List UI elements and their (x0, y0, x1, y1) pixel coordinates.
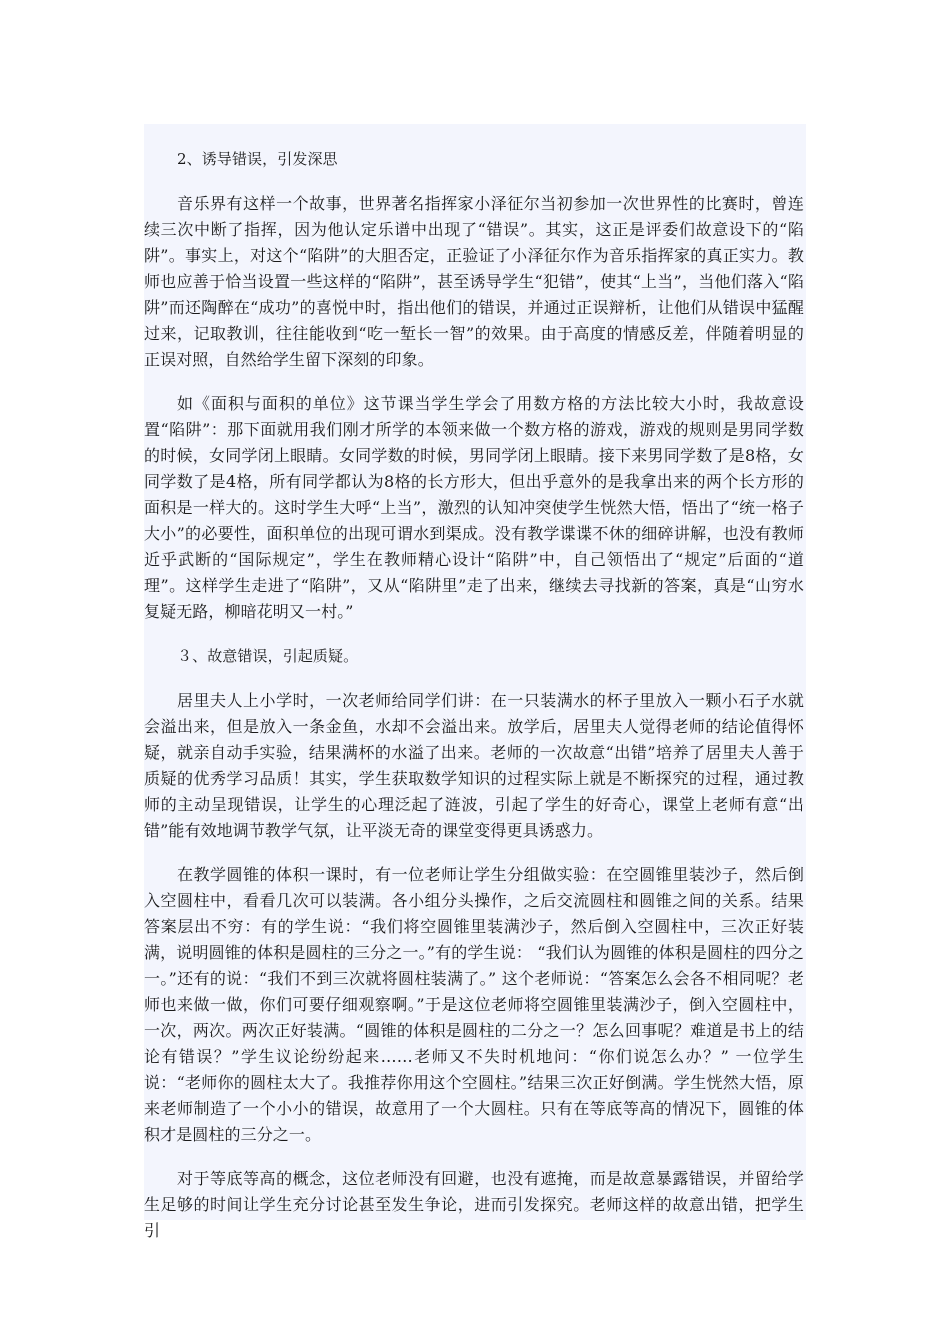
document-content-block (144, 124, 806, 1240)
document-body (144, 146, 806, 1244)
paragraph: 音乐界有这样一个故事，世界著名指挥家小泽征尔当初参加一次世界性的比赛时，曾连续三次中断了指挥，因为他认定乐谱中出现了“错误”。其实，这正是评委们故意设下的“陷阱”。事实上，对这个“陷阱”的大胆否定，正验证了小泽征尔作为音乐指挥家的真正实力。教师也应善于恰当设置一些这样的“陷阱”，甚至诱导学生“犯错”，使其“上当”，当他们落入“陷阱”而还陶醉在“成功”的喜悦中时，指出他们的错误，并通过正误辩析，让他们从错误中猛醒过来，记取教训，往往能收到“吃一堑长一智”的效果。由于高度的情感反差，伴随着明显的正误对照，自然给学生留下深刻的印象。 (144, 194, 804, 369)
paragraph: 如《面积与面积的单位》这节课当学生学会了用数方格的方法比较大小时，我故意设置“陷阱”：那下面就用我们刚才所学的本领来做一个数方格的游戏，游戏的规则是男同学数的时候，女同学闭上眼睛。女同学数的时候，男同学闭上眼睛。接下来男同学数了是8格，女同学数了是4格，所有同学都认为8格的长方形大，但出乎意外的是我拿出来的两个长方形的面积是一样大的。这时学生大呼“上当”，激烈的认知冲突使学生恍然大悟，悟出了“统一格子大小”的必要性，面积单位的出现可谓水到渠成。没有教学谍谍不休的细碎讲解，也没有教师近乎武断的“国际规定”，学生在教师精心设计“陷阱”中，自己领悟出了“规定”后面的“道理”。这样学生走进了“陷阱”，又从“陷阱里”走了出来，继续去寻找新的答案，真是“山穷水复疑无路，柳暗花明又一村。” (144, 394, 804, 621)
paragraph: 居里夫人上小学时，一次老师给同学们讲：在一只装满水的杯子里放入一颗小石子水就会溢出来，但是放入一条金鱼，水却不会溢出来。放学后，居里夫人觉得老师的结论值得怀疑，就亲自动手实验，结果满杯的水溢了出来。老师的一次故意“出错”培养了居里夫人善于质疑的优秀学习品质！其实，学生获取数学知识的过程实际上就是不断探究的过程，通过教师的主动呈现错误，让学生的心理泛起了涟波，引起了学生的好奇心，课堂上老师有意“出错”能有效地调节教学气氛，让平淡无奇的课堂变得更具诱惑力。 (144, 691, 804, 840)
section-heading: 2、诱导错误，引发深思 (177, 150, 338, 168)
section-heading: ３、故意错误，引起质疑。 (177, 647, 359, 665)
paragraph: 对于等底等高的概念，这位老师没有回避，也没有遮掩，而是故意暴露错误，并留给学生足够的时间让学生充分讨论甚至发生争论，进而引发探究。老师这样的故意出错，把学生引 (144, 1169, 804, 1240)
paragraph: 在教学圆锥的体积一课时，有一位老师让学生分组做实验：在空圆锥里装沙子，然后倒入空圆柱中，看看几次可以装满。各小组分头操作，之后交流圆柱和圆锥之间的关系。结果答案层出不穷：有的学生说：“我们将空圆锥里装满沙子，然后倒入空圆柱中，三次正好装满，说明圆锥的体积是圆柱的三分之一。”有的学生说： “我们认为圆锥的体积是圆柱的四分之一。”还有的说：“我们不到三次就将圆柱装满了。” 这个老师说：“答案怎么会各不相同呢？老师也来做一做，你们可要仔细观察啊。”于是这位老师将空圆锥里装满沙子，倒入空圆柱中，一次，两次。两次正好装满。“圆锥的体积是圆柱的二分之一？怎么回事呢？难道是书上的结论有错误？”学生议论纷纷起来……老师又不失时机地问：“你们说怎么办？” 一位学生说：“老师你的圆柱太大了。我推荐你用这个空圆柱。”结果三次正好倒满。学生恍然大悟，原来老师制造了一个小小的错误，故意用了一个大圆柱。只有在等底等高的情况下，圆锥的体积才是圆柱的三分之一。 (144, 865, 804, 1144)
